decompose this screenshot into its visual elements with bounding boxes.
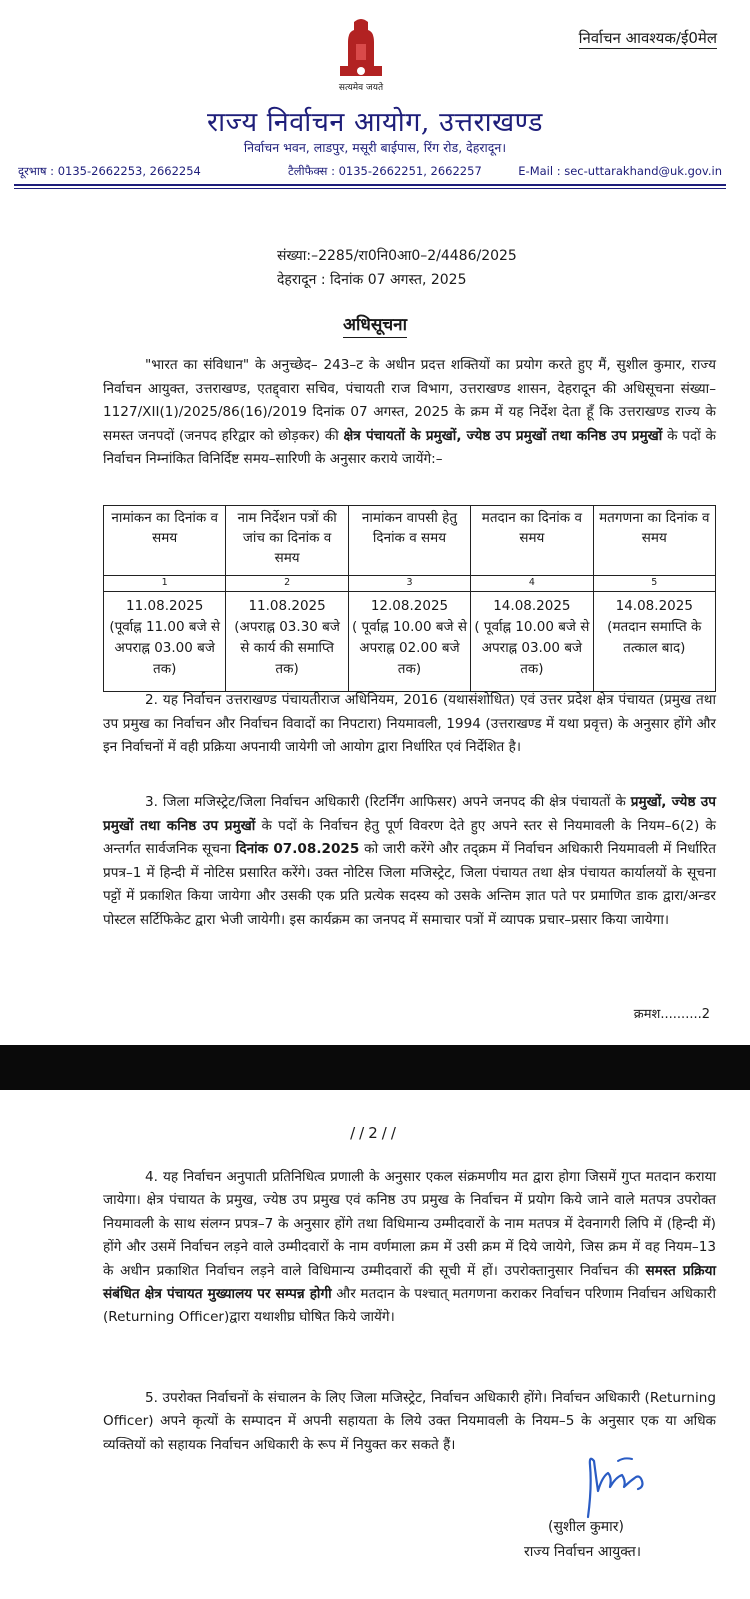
para4-bold: समस्त प्रक्रिया संबंधित क्षेत्र पंचायत मुख्यालय पर सम्पन्न होगी [103,1262,716,1303]
column-number: 1 [104,576,226,592]
notification-title [0,312,750,335]
table-header-row [104,506,716,576]
signature-icon [578,1447,658,1522]
page-2 [0,1090,750,1599]
fax-number: टैलीफैक्स : 0135-2662251, 2662257 [288,164,482,178]
notification-title-text: अधिसूचना [343,315,407,338]
paragraph-2 [103,689,716,760]
para5-text: 5. उपरोक्त निर्वाचनों के संचालन के लिए जिला मजिस्ट्रेट, निर्वाचन अधिकारी होंगे। निर्वाचन अधिकारी (Returning Officer) अपने कृत्यों के सम्पादन में अपनी सहायता के लिये उक्त नियमावली के नियम–5 के अनुसार एक या अधिक व्यक्तियों को सहायक निर्वाचन अधिकारी के रूप में नियुक्त कर सकते हैं। [103,1390,716,1453]
paragraph-1 [103,354,716,472]
column-number: 4 [471,576,593,592]
emblem-motto: सत्यमेव जयते [338,83,384,93]
para2-text: 2. यह निर्वाचन उत्तराखण्ड पंचायतीराज अधिनियम, 2016 (यथासंशोधित) एवं उत्तर प्रदेश क्षेत्र पंचायत (प्रमुख तथा उप प्रमुख का निर्वाचन और निर्वाचन विवादों का निपटारा) नियमावली, 1994 (उत्तराखण्ड में यथा प्रवृत्त) के अनुसार होंगे और इन निर्वाचनों में वही प्रक्रिया अपनायी जायेगी जो आयोग द्वारा निर्धारित एवं निर्देशित है। [103,692,716,756]
contact-row [18,164,722,182]
page-separator [0,1045,750,1090]
cell-date: 14.08.2025 [615,598,693,614]
signatory-name: (सुशील कुमार) [548,1519,624,1535]
header-polling: मतदान का दिनांक व समय [471,506,593,576]
signatory-title: राज्य निर्वाचन आयुक्त। [524,1544,642,1560]
para3-post: को जारी करेंगे और तद्क्रम में निर्वाचन अधिकारी नियमावली में निर्धारित प्रपत्र–1 में हिन्दी में नोटिस प्रसारित करेंगे। उक्त नोटिस जिला मजिस्ट्रेट, जिला पंचायत तथा क्षेत्र पंचायत कार्यालयों के सूचना पट्टों में प्रकाशित किया जायेगा और उसकी एक प्रति प्रत्येक सदस्य को उसके अन्तिम ज्ञात पते पर प्रमाणित डाक द्वारा/अन्डर पोस्टल सर्टिफिकेट द्वारा भेजी जायेगी। इस कार्यक्रम का जनपद में समाचार पत्रों में व्यापक प्रचार–प्रसार किया जायेगा। [103,841,716,928]
para1-bold: क्षेत्र पंचायतों के प्रमुखों, ज्येष्ठ उप प्रमुखों तथा कनिष्ठ उप प्रमुखों [343,427,663,444]
letterhead-divider-thin [14,188,726,189]
header-withdrawal: नामांकन वापसी हेतु दिनांक व समय [348,506,470,576]
paragraph-4 [103,1166,716,1330]
cell-nomination [104,592,226,692]
para3-mid: के पदों के निर्वाचन हेतु पूर्ण विवरण देते हुए अपने स्तर से नियमावली के नियम–6(2) के अन्तर्गत सार्वजनिक सूचना [103,817,716,858]
cell-time: (अपराह्न 03.30 बजे से कार्य की समाप्ति तक) [234,619,340,677]
state-emblem-icon [336,14,386,80]
para1-post: के पदों के निर्वाचन निम्नांकित विनिर्दिष्ट समय–सारिणी के अनुसार कराये जायेंगे:– [103,427,716,468]
election-schedule-table [103,505,716,692]
column-number: 5 [593,576,715,592]
page-number: //2// [350,1124,400,1142]
email-address: E-Mail : sec-uttarakhand@uk.gov.in [518,164,722,178]
cell-time: ( पूर्वाह्न 10.00 बजे से अपराह्न 02.00 बजे तक) [351,619,467,677]
reference-number: संख्या:–2285/रा0नि0आ0–2/4486/2025 [277,248,517,264]
phone-number: दूरभाष : 0135-2662253, 2662254 [18,164,201,178]
paragraph-3 [103,791,716,933]
cell-date: 11.08.2025 [248,598,326,614]
letterhead-divider [14,184,726,186]
para3-pre: 3. जिला मजिस्ट्रेट/जिला निर्वाचन अधिकारी (रिटर्निंग आफिसर) अपने जनपद की क्षेत्र पंचायतों के [145,794,631,810]
para4-post: और मतदान के पश्चात् मतगणना कराकर निर्वाचन परिणाम निर्वाचन अधिकारी (Returning Officer)द्वारा यथाशीघ्र घोषित किये जायेंगे। [103,1286,716,1326]
cell-time: (पूर्वाह्न 11.00 बजे से अपराह्न 03.00 बजे तक) [109,619,221,677]
place-date: देहरादून : दिनांक 07 अगस्त, 2025 [277,272,467,288]
cell-time: ( पूर्वाह्न 10.00 बजे से अपराह्न 03.00 बजे तक) [474,619,590,677]
organization-name: राज्य निर्वाचन आयोग, उत्तराखण्ड [207,107,543,138]
cell-withdrawal [348,592,470,692]
header-counting: मतगणना का दिनांक व समय [593,506,715,576]
table-number-row [104,576,716,592]
cell-date: 12.08.2025 [370,598,449,614]
cell-time: (मतदान समाप्ति के तत्काल बाद) [607,619,702,656]
cell-date: 11.08.2025 [126,598,204,614]
cell-polling [471,592,593,692]
para1-pre: "भारत का संविधान" के अनुच्छेद– 243–ट के अधीन प्रदत्त शक्तियों का प्रयोग करते हुए मैं, सुशील कुमार, राज्य निर्वाचन आयुक्त, उत्तराखण्ड, एतद्द्वारा सचिव, पंचायती राज विभाग, उत्तराखण्ड शासन, देहरादून की अधिसूचना संख्या–1127/XII(1)/2025/86(16)/2019 दिनांक 07 अगस्त, 2025 के क्रम में यह निर्देश देता हूँ कि उत्तराखण्ड राज्य के समस्त जनपदों (जनपद हरिद्वार को छोड़कर) की [103,357,716,444]
para3-bold2: दिनांक 07.08.2025 [235,841,360,858]
para4-pre: 4. यह निर्वाचन अनुपाती प्रतिनिधित्व प्रणाली के अनुसार एकल संक्रमणीय मत द्वारा होगा जिसमें गुप्त मतदान कराया जायेगा। क्षेत्र पंचायत के प्रमुख, ज्येष्ठ उप प्रमुख एवं कनिष्ठ उप प्रमुख के निर्वाचन में प्रयोग किये जाने वाले मतपत्र उपरोक्त नियमावली के साथ संलग्न प्रपत्र–7 के अनुसार होंगे तथा विधिमान्य उम्मीदवारों के नाम मतपत्र में देवनागरी लिपि में (हिन्दी में) होंगे और उसमें निर्वाचन लड़ने वाले उम्मीदवारों के नाम वर्णमाला क्रम में उसी क्रम में दिये जायेगे, जिस क्रम में वह नियम–13 के अधीन प्रकाशित निर्वाचन लड़ने वाले विधिमान्य उम्मीदवारों की सूची में हों। उपरोक्तानुसार निर्वाचन की [103,1169,716,1279]
table-row [104,592,716,692]
header-scrutiny: नाम निर्देशन पत्रों की जांच का दिनांक व समय [226,506,348,576]
column-number: 3 [348,576,470,592]
cell-scrutiny [226,592,348,692]
continued-marker: क्रमश..........2 [633,1007,710,1022]
para3-bold1: प्रमुखों, ज्येष्ठ उप प्रमुखों तथा कनिष्ठ उप प्रमुखों [103,794,716,834]
cell-counting [593,592,715,692]
header-nomination: नामांकन का दिनांक व समय [104,506,226,576]
organization-address: निर्वाचन भवन, लाडपुर, मसूरी बाईपास, रिंग रोड, देहरादून। [243,140,507,155]
cell-date: 14.08.2025 [493,598,571,614]
column-number: 2 [226,576,348,592]
reference-block [277,244,517,292]
header-tagline: निर्वाचन आवश्यक/ई0मेल [578,29,717,47]
